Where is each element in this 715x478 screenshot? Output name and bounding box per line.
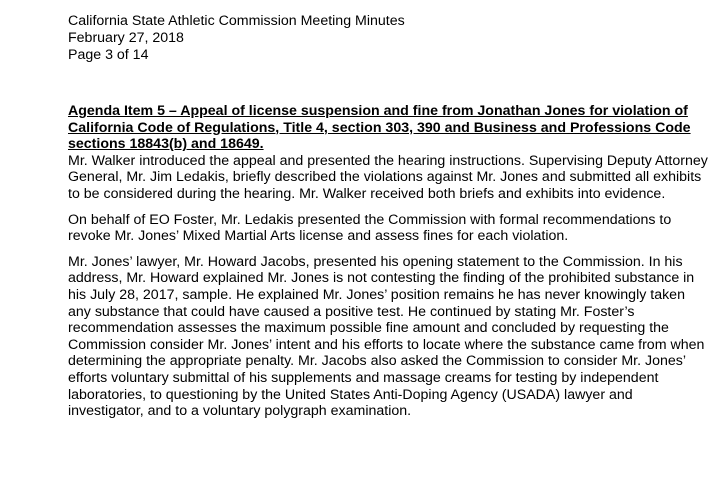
document-date: February 27, 2018 [68, 30, 184, 46]
document-title: California State Athletic Commission Meeting Minutes [68, 13, 405, 29]
paragraph-introduction: Mr. Walker introduced the appeal and presented the hearing instructions. Supervising Deputy Attorney General, Mr. Jim Ledakis, briefly described the violations against Mr. Jones and submitted all exhibits to be considered during the hearing. Mr. Walker received both briefs and exhibits into evidence. [68, 152, 708, 202]
document-page [68, 13, 708, 420]
agenda-item-heading: Agenda Item 5 – Appeal of license suspension and fine from Jonathan Jones for violation of California Code of Regulations, Title 4, section 303, 390 and Business and Professions Code sections 18843(b) and 18649. [68, 103, 691, 153]
paragraph-recommendations: On behalf of EO Foster, Mr. Ledakis presented the Commission with formal recommendations to revoke Mr. Jones’ Mixed Martial Arts license and assess fines for each violation. [68, 211, 672, 245]
paragraph-opening-statement: Mr. Jones’ lawyer, Mr. Howard Jacobs, presented his opening statement to the Commission. In his address, Mr. Howard explained Mr. Jones is not contesting the finding of the prohibited substance in his July 28, 2017, sample. He explained Mr. Jones’ position remains he has never knowingly taken any substance that could have caused a positive test. He continued by stating Mr. Foster’s recommendation assesses the maximum possible fine amount and concluded by requesting the Commission consider Mr. Jones’ intent and his efforts to locate where the substance came from when determining the appropriate penalty. Mr. Jacobs also asked the Commission to consider Mr. Jones’ efforts voluntary submittal of his supplements and massage creams for testing by independent laboratories, to questioning by the United States Anti-Doping Agency (USADA) lawyer and investigator, and to a voluntary polygraph examination. [68, 253, 705, 420]
page-number: Page 3 of 14 [68, 47, 149, 63]
